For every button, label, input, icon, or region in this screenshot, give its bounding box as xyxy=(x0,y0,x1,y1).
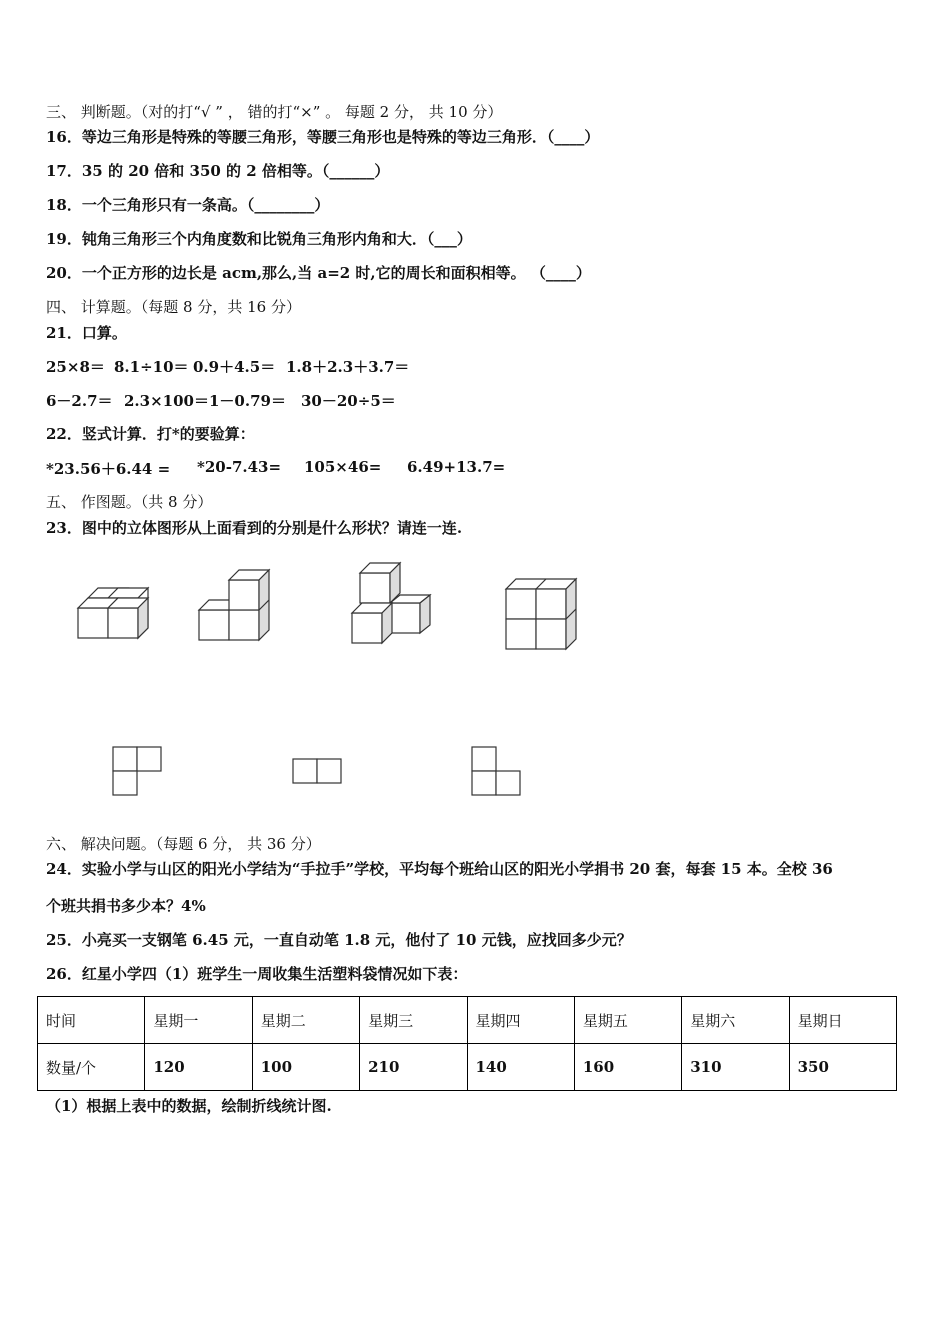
table-cell: 310 xyxy=(682,1044,789,1091)
table-cell: 数量/个 xyxy=(38,1044,145,1091)
question-26: 26．红星小学四（1）班学生一周收集生活塑料袋情况如下表： xyxy=(46,965,468,983)
question-22: 22．竖式计算．打*的要验算： xyxy=(46,425,255,443)
table-row-header xyxy=(38,997,897,1044)
top-view-figure-1 xyxy=(110,744,164,798)
table-cell: 160 xyxy=(574,1044,681,1091)
table-cell: 星期一 xyxy=(145,997,252,1044)
question-21: 21．口算。 xyxy=(46,324,127,342)
solid-figure-2 xyxy=(193,565,278,645)
calc-item: *20-7.43= xyxy=(197,458,282,476)
question-20: 20．一个正方形的边长是 acm,那么,当 a=2 时,它的周长和面积相等。 （____） xyxy=(46,264,591,282)
calc-item: *23.56＋6.44 = xyxy=(46,460,171,478)
question-24-line1: 24．实验小学与山区的阳光小学结为“手拉手”学校，平均每个班给山区的阳光小学捐书 20 套，每套 15 本。全校 36 xyxy=(46,860,833,878)
calc-item: 6－2.7＝ xyxy=(46,392,113,410)
question-16: 16．等边三角形是特殊的等腰三角形，等腰三角形也是特殊的等边三角形．（____） xyxy=(46,128,600,146)
question-25: 25．小亮买一支钢笔 6.45 元，一直自动笔 1.8 元，他付了 10 元钱，应找回多少元？ xyxy=(46,931,632,949)
section5-header: 五、 作图题。（共 8 分） xyxy=(46,493,213,511)
question-24-line2: 个班共捐书多少本？4% xyxy=(46,897,206,915)
table-cell: 星期二 xyxy=(252,997,359,1044)
question-19: 19．钝角三角形三个内角度数和比锐角三角形内角和大．（___） xyxy=(46,230,472,248)
table-cell: 140 xyxy=(467,1044,574,1091)
question-18: 18．一个三角形只有一条高。（________） xyxy=(46,196,330,214)
question-23: 23．图中的立体图形从上面看到的分别是什么形状？请连一连. xyxy=(46,519,463,537)
top-view-figure-3 xyxy=(469,744,523,798)
table-cell: 350 xyxy=(789,1044,896,1091)
solid-figure-4 xyxy=(500,573,585,655)
calc-item: 2.3×100＝ xyxy=(124,392,209,410)
table-cell: 星期四 xyxy=(467,997,574,1044)
solid-figure-1 xyxy=(70,580,155,642)
table-cell: 210 xyxy=(360,1044,467,1091)
table-cell: 星期日 xyxy=(789,997,896,1044)
table-cell: 星期六 xyxy=(682,997,789,1044)
table-cell: 星期五 xyxy=(574,997,681,1044)
section6-header: 六、 解决问题。（每题 6 分， 共 36 分） xyxy=(46,835,321,853)
data-table xyxy=(37,996,897,1091)
calc-item: 105×46= xyxy=(304,458,382,476)
calc-item: 6.49+13.7= xyxy=(407,458,506,476)
table-cell: 100 xyxy=(252,1044,359,1091)
table-cell: 时间 xyxy=(38,997,145,1044)
calc-item: 1.8＋2.3＋3.7＝ xyxy=(286,358,410,376)
section4-header: 四、 计算题。（每题 8 分，共 16 分） xyxy=(46,298,301,316)
question-26-1: （1）根据上表中的数据，绘制折线统计图. xyxy=(46,1097,332,1115)
question-17: 17．35 的 20 倍和 350 的 2 倍相等。（______） xyxy=(46,162,390,180)
calc-item: 0.9＋4.5＝ xyxy=(193,358,276,376)
calc-item: 8.1÷10＝ xyxy=(114,358,189,376)
top-view-figure-2 xyxy=(290,756,344,786)
calc-item: 1－0.79＝ xyxy=(209,392,286,410)
solid-figure-3 xyxy=(345,558,435,648)
section3-header: 三、 判断题。（对的打“√ ” ， 错的打“×” 。 每题 2 分， 共 10 分） xyxy=(46,103,503,121)
table-cell: 星期三 xyxy=(360,997,467,1044)
table-cell: 120 xyxy=(145,1044,252,1091)
calc-item: 25×8＝ xyxy=(46,358,105,376)
calc-item: 30－20÷5＝ xyxy=(301,392,396,410)
table-row xyxy=(38,1044,897,1091)
